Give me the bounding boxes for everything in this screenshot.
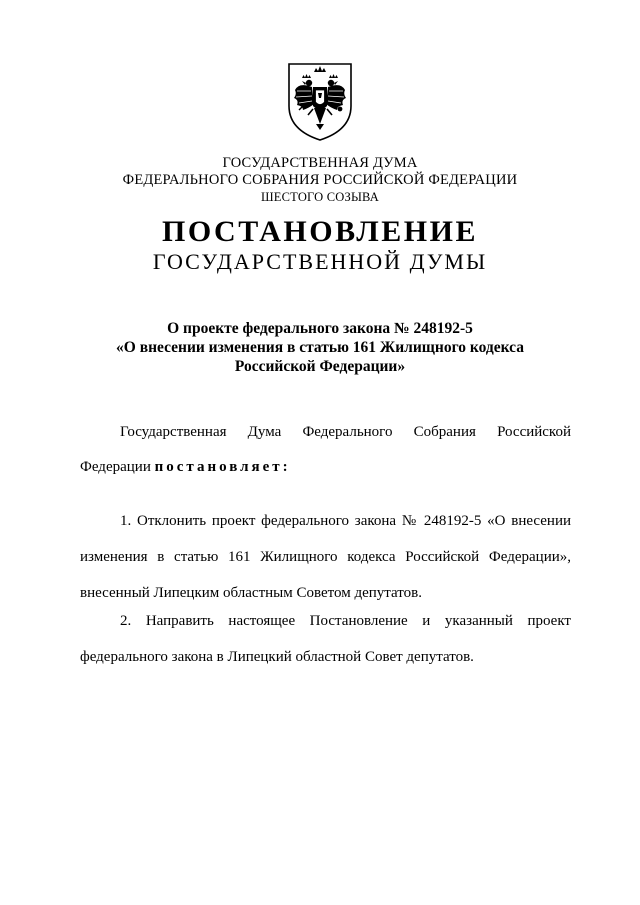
item-1-line-2: изменения в статью 161 Жилищного кодекса Российской Федерации»,: [80, 549, 571, 565]
subject-line-3: Российской Федерации»: [234, 358, 406, 375]
convocation-line: ШЕСТОГО СОЗЫВА: [260, 190, 380, 204]
coat-of-arms-icon: [285, 60, 355, 144]
issuer-line-2: ФЕДЕРАЛЬНОГО СОБРАНИЯ РОССИЙСКОЙ ФЕДЕРАЦИИ: [122, 172, 518, 188]
coat-of-arms-emblem: [285, 60, 355, 144]
item-2-line-1: 2. Направить настоящее Постановление и указанный проект: [120, 613, 571, 629]
document-subtitle: ГОСУДАРСТВЕННОЙ ДУМЫ: [152, 249, 488, 274]
item-1-line-3: внесенный Липецким областным Советом депутатов.: [80, 585, 422, 601]
item-1-line-1: 1. Отклонить проект федерального закона № 248192-5 «О внесении: [120, 513, 571, 529]
preamble-line-2: [80, 459, 291, 476]
resolution-verb: постановляет:: [154, 459, 291, 475]
subject-line-2: «О внесении изменения в статью 161 Жилищного кодекса: [116, 339, 524, 356]
item-2-line-2: федерального закона в Липецкий областной Совет депутатов.: [80, 649, 474, 665]
preamble-text: Федерации: [80, 459, 151, 475]
issuer-line-1: ГОСУДАРСТВЕННАЯ ДУМА: [222, 155, 418, 171]
document-title: ПОСТАНОВЛЕНИЕ: [162, 215, 478, 248]
preamble-line-1: Государственная Дума Федерального Собрания Российской: [120, 424, 571, 440]
subject-line-1: О проекте федерального закона № 248192-5: [167, 320, 473, 337]
